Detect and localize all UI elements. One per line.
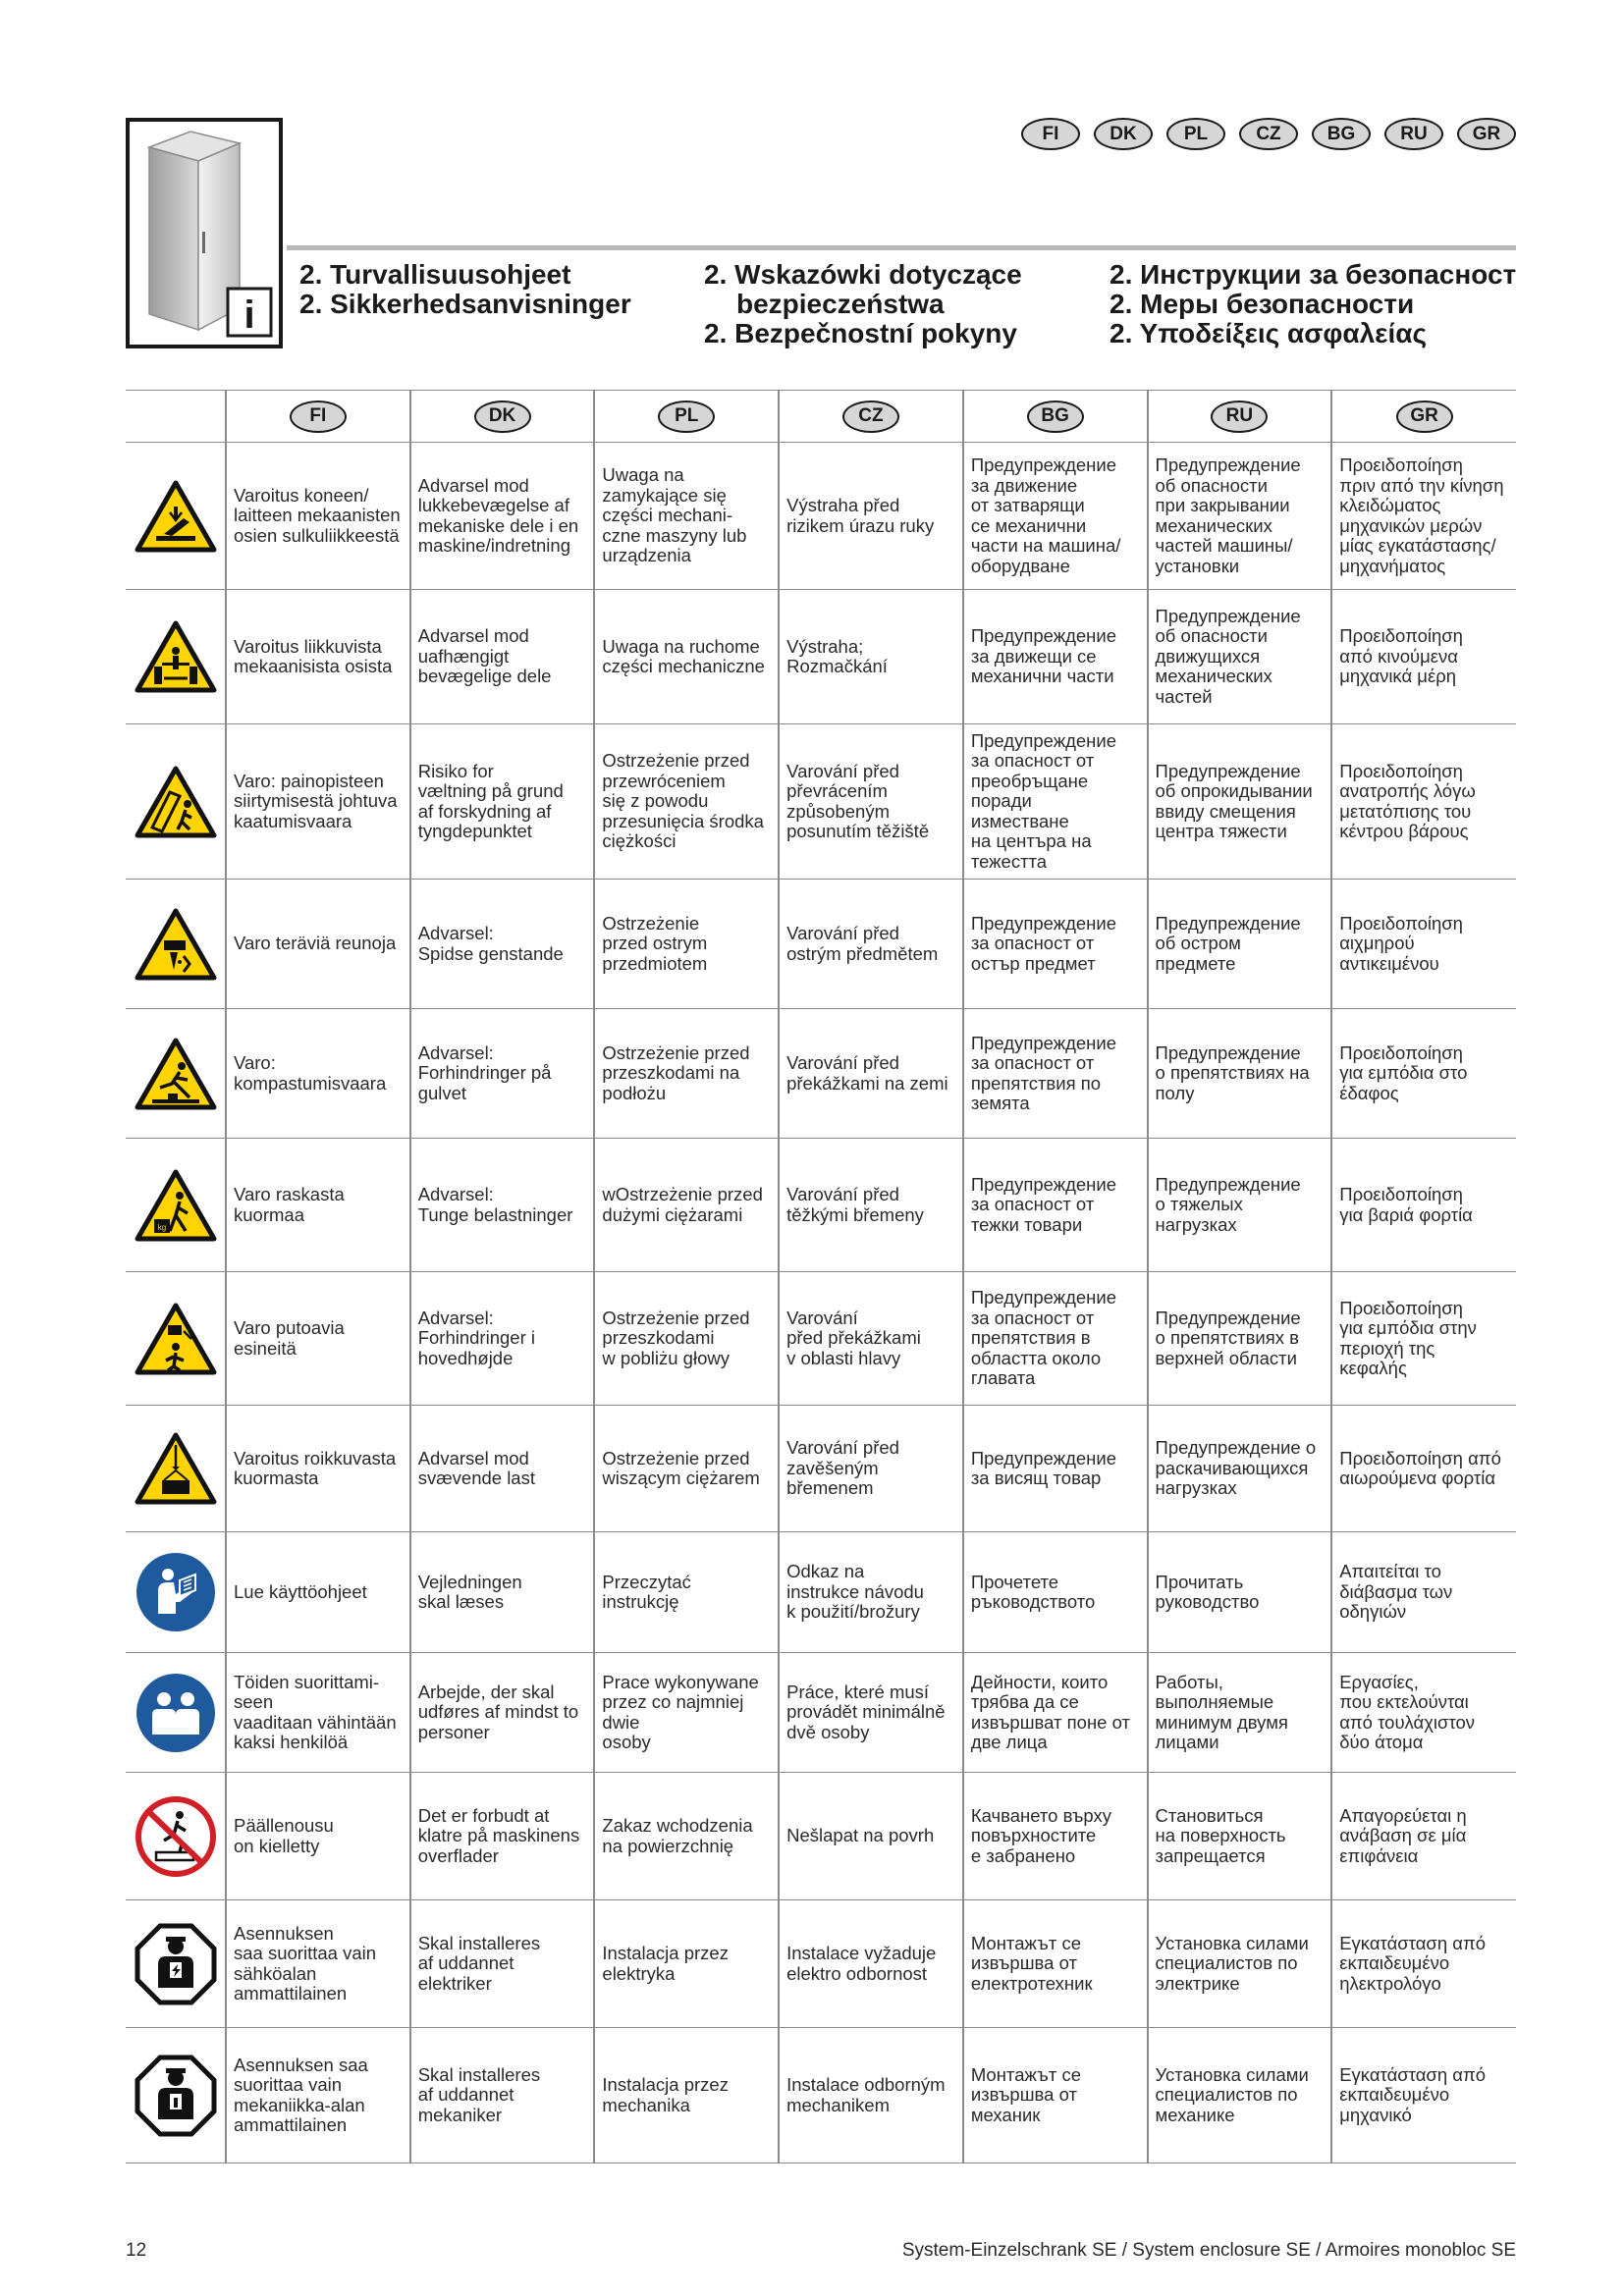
table-cell-fi: Varoitus koneen/ laitteen mekaanisten osien sulkuliikkeestä <box>226 443 410 590</box>
table-cell-gr: Εγκατάσταση από εκπαιδευμένο ηλεκτρολόγο <box>1331 1900 1516 2028</box>
table-cell-ru: Установка силами специалистов по электрике <box>1148 1900 1332 2028</box>
no-stepping-icon <box>126 1773 226 1900</box>
table-cell-dk: Advarsel mod uafhængigt bevægelige dele <box>410 590 595 724</box>
electrician-icon <box>126 1900 226 2028</box>
column-header: RU <box>1148 391 1332 443</box>
table-cell-fi: Varo raskasta kuormaa <box>226 1139 410 1272</box>
table-cell-cz: Instalace odborným mechanikem <box>779 2028 963 2163</box>
table-cell-cz: Varování před převrácením způsobeným posunutím těžiště <box>779 724 963 880</box>
section-heading-bg-ru-gr <box>1110 260 1516 348</box>
table-cell-dk: Advarsel mod lukkebevægelse af mekaniske dele i en maskine/indretning <box>410 443 595 590</box>
table-cell-pl: Ostrzeżenie przed przeszkodami w pobliżu głowy <box>594 1272 779 1406</box>
table-cell-ru: Становиться на поверхность запрещается <box>1148 1773 1332 1900</box>
moving-parts-warning-icon <box>126 590 226 724</box>
lang-badge-ru: RU <box>1384 118 1443 150</box>
heading-fi: 2. Turvallisuusohjeet <box>299 259 571 290</box>
table-cell-pl: Prace wykonywane przez co najmniej dwie osoby <box>594 1653 779 1773</box>
table-row <box>126 724 1516 880</box>
table-cell-pl: Ostrzeżenie przed przewróceniem się z powodu przesunięcia środka ciężkości <box>594 724 779 880</box>
table-cell-dk: Advarsel: Tunge belastninger <box>410 1139 595 1272</box>
table-cell-gr: Προειδοποίηση ανατροπής λόγω μετατόπισης του κέντρου βάρους <box>1331 724 1516 880</box>
table-cell-dk: Risiko for væltning på grund af forskydning af tyngdepunktet <box>410 724 595 880</box>
table-cell-pl: Instalacja przez mechanika <box>594 2028 779 2163</box>
table-cell-cz: Odkaz na instrukce návodu k použití/brožury <box>779 1532 963 1653</box>
falling-objects-warning-icon <box>126 1272 226 1406</box>
heavy-load-warning-icon <box>126 1139 226 1272</box>
column-header: GR <box>1331 391 1516 443</box>
table-cell-fi: Päällenousu on kielletty <box>226 1773 410 1900</box>
table-cell-fi: Varo putoavia esineitä <box>226 1272 410 1406</box>
table-row <box>126 590 1516 724</box>
read-manual-icon <box>126 1532 226 1653</box>
table-cell-gr: Εγκατάσταση από εκπαιδευμένο μηχανικό <box>1331 2028 1516 2163</box>
table-cell-bg: Предупреждение за висящ товар <box>963 1406 1148 1532</box>
table-cell-dk: Advarsel mod svævende last <box>410 1406 595 1532</box>
table-row <box>126 880 1516 1009</box>
table-cell-cz: Instalace vyžaduje elektro odbornost <box>779 1900 963 2028</box>
table-cell-dk: Skal installeres af uddannet mekaniker <box>410 2028 595 2163</box>
language-badges <box>1021 118 1516 150</box>
table-cell-gr: Εργασίες, που εκτελούνται από τουλάχιστον δύο άτομα <box>1331 1653 1516 1773</box>
table-cell-dk: Advarsel: Spidse genstande <box>410 880 595 1009</box>
heading-cz: 2. Bezpečnostní pokyny <box>704 318 1017 348</box>
lang-badge-gr: GR <box>1457 118 1516 150</box>
table-cell-gr: Προειδοποίηση για βαριά φορτία <box>1331 1139 1516 1272</box>
table-row <box>126 1653 1516 1773</box>
footer-title: System-Einzelschrank SE / System enclosure SE / Armoires monobloc SE <box>901 2240 1516 2261</box>
table-cell-pl: Uwaga na ruchome części mechaniczne <box>594 590 779 724</box>
mechanic-icon <box>126 2028 226 2163</box>
table-cell-bg: Прочетете ръководството <box>963 1532 1148 1653</box>
tip-over-warning-icon <box>126 724 226 880</box>
table-cell-fi: Lue käyttöohjeet <box>226 1532 410 1653</box>
table-cell-ru: Предупреждение о препятствиях в верхней области <box>1148 1272 1332 1406</box>
svg-text:i: i <box>244 294 255 337</box>
table-header-icon <box>126 391 226 443</box>
table-cell-fi: Varoitus liikkuvista mekaanisista osista <box>226 590 410 724</box>
table-row <box>126 1139 1516 1272</box>
page-number: 12 <box>126 2240 147 2261</box>
column-header: DK <box>410 391 595 443</box>
table-cell-fi: Varo: kompastumisvaara <box>226 1009 410 1139</box>
table-row <box>126 1532 1516 1653</box>
table-cell-ru: Установка силами специалистов по механике <box>1148 2028 1332 2163</box>
lang-badge-fi: FI <box>1021 118 1080 150</box>
table-cell-dk: Arbejde, der skal udføres af mindst to personer <box>410 1653 595 1773</box>
table-row <box>126 1900 1516 2028</box>
table-cell-fi: Asennuksen saa suorittaa vain mekaniikka-alan ammattilainen <box>226 2028 410 2163</box>
table-cell-ru: Предупреждение об опасности движущихся механических частей <box>1148 590 1332 724</box>
column-header: FI <box>226 391 410 443</box>
table-row <box>126 2028 1516 2163</box>
table-cell-gr: Απαγορεύεται η ανάβαση σε μία επιφάνεια <box>1331 1773 1516 1900</box>
table-cell-gr: Προειδοποίηση για εμπόδια στην περιοχή της κεφαλής <box>1331 1272 1516 1406</box>
table-cell-bg: Предупреждение за опасност от препятствия в областта около главата <box>963 1272 1148 1406</box>
table-cell-fi: Töiden suorittami- seen vaaditaan vähintään kaksi henkilöä <box>226 1653 410 1773</box>
table-cell-fi: Asennuksen saa suorittaa vain sähköalan ammattilainen <box>226 1900 410 2028</box>
header-rule <box>287 245 1516 250</box>
heading-gr: 2. Υποδείξεις ασφαλείας <box>1110 318 1428 348</box>
table-cell-pl: Ostrzeżenie przed ostrym przedmiotem <box>594 880 779 1009</box>
table-cell-ru: Предупреждение об опасности при закрывании механических частей машины/ установки <box>1148 443 1332 590</box>
table-cell-ru: Предупреждение о препятствиях на полу <box>1148 1009 1332 1139</box>
two-persons-icon <box>126 1653 226 1773</box>
table-cell-cz: Varování před překážkami v oblasti hlavy <box>779 1272 963 1406</box>
table-cell-dk: Advarsel: Forhindringer i hovedhøjde <box>410 1272 595 1406</box>
column-header: CZ <box>779 391 963 443</box>
table-cell-pl: Instalacja przez elektryka <box>594 1900 779 2028</box>
table-cell-gr: Προειδοποίηση για εμπόδια στο έδαφος <box>1331 1009 1516 1139</box>
table-cell-bg: Предупреждение за опасност от остър предмет <box>963 880 1148 1009</box>
cabinet-info-logo <box>126 118 283 348</box>
lang-badge-cz: CZ <box>1239 118 1298 150</box>
table-cell-bg: Предупреждение за движение от затварящи се механични части на машина/ оборудване <box>963 443 1148 590</box>
sharp-edges-warning-icon <box>126 880 226 1009</box>
table-cell-pl: wOstrzeżenie przed dużymi ciężarami <box>594 1139 779 1272</box>
table-row <box>126 1406 1516 1532</box>
table-cell-pl: Zakaz wchodzenia na powierzchnię <box>594 1773 779 1900</box>
table-cell-cz: Nešlapat na povrh <box>779 1773 963 1900</box>
table-cell-gr: Προειδοποίηση από αιωρούμενα φορτία <box>1331 1406 1516 1532</box>
heading-pl: 2. Wskazówki dotyczące <box>704 259 1022 290</box>
table-cell-cz: Práce, které musí provádět minimálně dvě osoby <box>779 1653 963 1773</box>
svg-text:kg: kg <box>157 1222 166 1232</box>
trip-hazard-warning-icon <box>126 1009 226 1139</box>
table-cell-cz: Výstraha; Rozmačkání <box>779 590 963 724</box>
section-heading-fi-dk <box>299 260 631 319</box>
table-cell-gr: Προειδοποίηση από κινούμενα μηχανικά μέρη <box>1331 590 1516 724</box>
table-cell-cz: Varování před zavěšeným břemenem <box>779 1406 963 1532</box>
table-cell-fi: Varo: painopisteen siirtymisestä johtuva kaatumisvaara <box>226 724 410 880</box>
table-cell-ru: Предупреждение об остром предмете <box>1148 880 1332 1009</box>
table-cell-gr: Προειδοποίηση πριν από την κίνηση κλειδώματος μηχανικών μερών μίας εγκατάστασης/ μηχανήματος <box>1331 443 1516 590</box>
table-cell-bg: Монтажът се извършва от механик <box>963 2028 1148 2163</box>
suspended-load-warning-icon <box>126 1406 226 1532</box>
table-row <box>126 1272 1516 1406</box>
column-header: BG <box>963 391 1148 443</box>
lang-badge-pl: PL <box>1166 118 1225 150</box>
table-cell-bg: Качването върху повърхностите е забранено <box>963 1773 1148 1900</box>
table-cell-pl: Ostrzeżenie przed wiszącym ciężarem <box>594 1406 779 1532</box>
heading-ru: 2. Меры безопасности <box>1110 289 1415 319</box>
heading-dk: 2. Sikkerhedsanvisninger <box>299 289 631 319</box>
section-heading-pl-cz <box>704 260 1022 348</box>
table-cell-bg: Предупреждение за опасност от препятствия по земята <box>963 1009 1148 1139</box>
table-row <box>126 1773 1516 1900</box>
table-cell-bg: Предупреждение за опасност от преобръщане поради изместване на центъра на тежестта <box>963 724 1148 880</box>
table-cell-dk: Advarsel: Forhindringer på gulvet <box>410 1009 595 1139</box>
table-cell-cz: Výstraha před rizikem úrazu ruky <box>779 443 963 590</box>
table-row <box>126 1009 1516 1139</box>
table-cell-cz: Varování před těžkými břemeny <box>779 1139 963 1272</box>
table-cell-bg: Дейности, които трябва да се извършват поне от две лица <box>963 1653 1148 1773</box>
table-cell-bg: Предупреждение за движещи се механични части <box>963 590 1148 724</box>
table-cell-dk: Vejledningen skal læses <box>410 1532 595 1653</box>
table-cell-dk: Skal installeres af uddannet elektriker <box>410 1900 595 2028</box>
table-cell-cz: Varování před ostrým předmětem <box>779 880 963 1009</box>
table-cell-bg: Предупреждение за опасност от тежки товари <box>963 1139 1148 1272</box>
table-cell-dk: Det er forbudt at klatre på maskinens overflader <box>410 1773 595 1900</box>
table-cell-ru: Предупреждение о раскачивающихся нагрузках <box>1148 1406 1332 1532</box>
table-header-row <box>126 391 1516 443</box>
safety-symbols-table <box>126 390 1516 2163</box>
table-cell-ru: Прочитать руководство <box>1148 1532 1332 1653</box>
table-cell-cz: Varování před překážkami na zemi <box>779 1009 963 1139</box>
table-cell-pl: Uwaga na zamykające się części mechani- czne maszyny lub urządzenia <box>594 443 779 590</box>
table-body <box>126 443 1516 2163</box>
table-cell-bg: Монтажът се извършва от електротехник <box>963 1900 1148 2028</box>
lang-badge-dk: DK <box>1094 118 1153 150</box>
table-cell-fi: Varoitus roikkuvasta kuormasta <box>226 1406 410 1532</box>
table-cell-pl: Ostrzeżenie przed przeszkodami na podłożu <box>594 1009 779 1139</box>
column-header: PL <box>594 391 779 443</box>
hand-crush-warning-icon <box>126 443 226 590</box>
table-cell-gr: Απαιτείται το διάβασμα των οδηγιών <box>1331 1532 1516 1653</box>
table-cell-gr: Προειδοποίηση αιχμηρού αντικειμένου <box>1331 880 1516 1009</box>
table-cell-fi: Varo teräviä reunoja <box>226 880 410 1009</box>
table-cell-ru: Предупреждение об опрокидывании ввиду смещения центра тяжести <box>1148 724 1332 880</box>
table-cell-ru: Работы, выполняемые минимум двумя лицами <box>1148 1653 1332 1773</box>
table-cell-pl: Przeczytać instrukcję <box>594 1532 779 1653</box>
table-cell-ru: Предупреждение о тяжелых нагрузках <box>1148 1139 1332 1272</box>
cabinet-icon <box>130 122 279 345</box>
table-row <box>126 443 1516 590</box>
heading-bg: 2. Инструкции за безопасност <box>1110 259 1517 290</box>
heading-pl-cont: bezpieczeństwa <box>736 289 945 319</box>
lang-badge-bg: BG <box>1312 118 1371 150</box>
